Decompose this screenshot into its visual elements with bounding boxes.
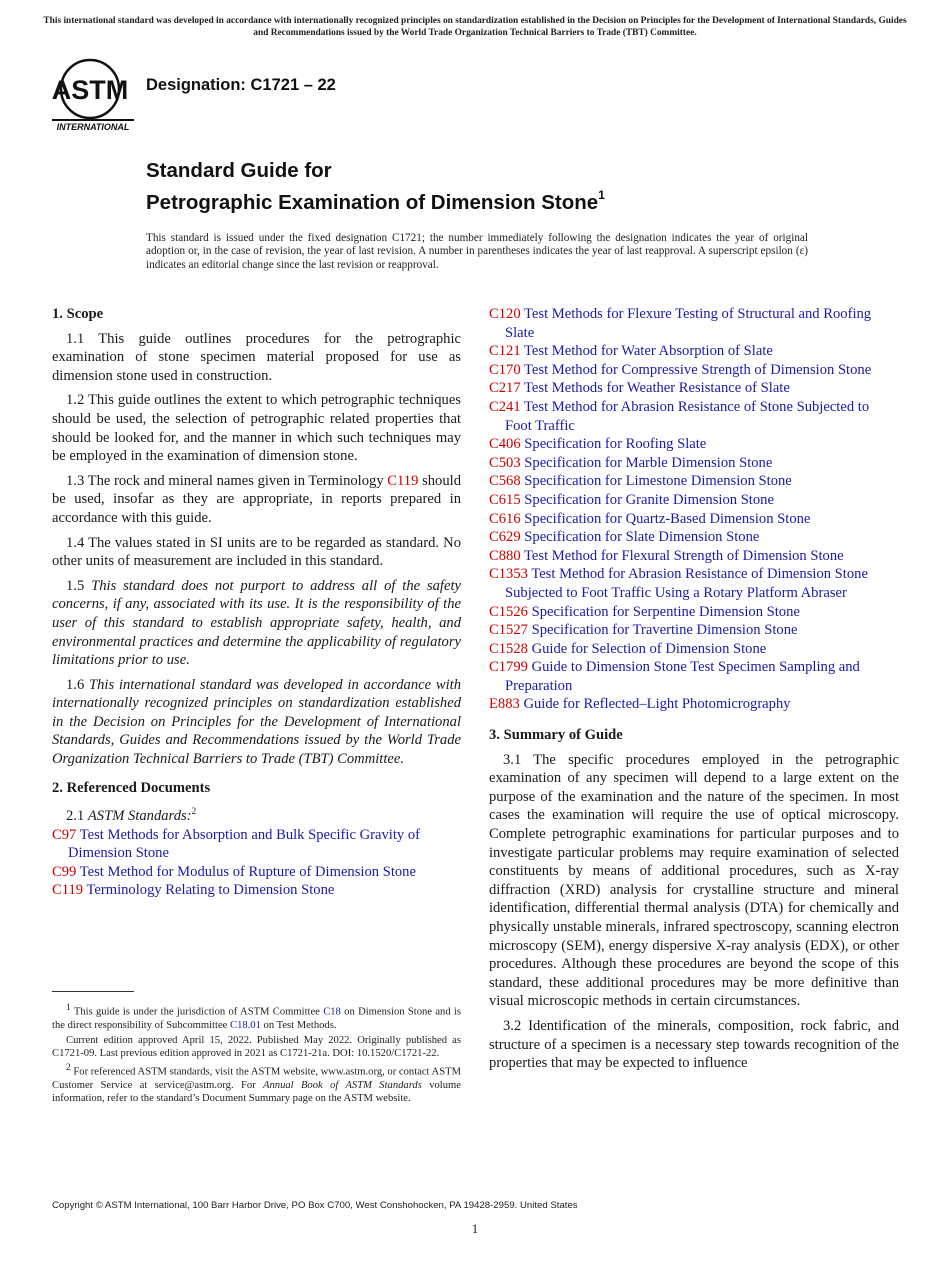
reference-title-link[interactable]: Specification for Limestone Dimension Stone (524, 473, 792, 490)
reference-title-link[interactable]: Test Method for Compressive Strength of Dimension Stone (524, 361, 872, 378)
reference-item (489, 621, 899, 640)
title-main: Petrographic Examination of Dimension Stone (146, 190, 599, 214)
reference-code-link[interactable]: C99 (52, 863, 77, 880)
reference-code-link[interactable]: C119 (52, 882, 84, 899)
reference-item (489, 435, 899, 454)
page-number: 1 (471, 1221, 479, 1236)
summary-3-2: 3.2 Identification of the minerals, composition, rock fabric, and structure of a specimen is a necessary step towards recognition of the properties that may be expected to influence (489, 1017, 899, 1072)
committee-link-C18[interactable]: C18 (323, 1006, 341, 1018)
referenced-heading: 2. Referenced Documents (52, 779, 211, 796)
reference-item (489, 305, 899, 342)
reference-title-link[interactable]: Test Methods for Weather Resistance of Slate (524, 380, 790, 397)
reference-item (489, 379, 899, 398)
reference-item (489, 603, 899, 622)
top-notice: This international standard was developed in accordance with internationally recognized principles on standardization established in the Decision on Principles for the Development of International Standards, Guides and Recommendations issued by the World Trade Organization Technical Barriers to Trade (TBT) Committee. (43, 16, 907, 38)
reference-item (52, 826, 461, 863)
reference-title-link[interactable]: Guide for Selection of Dimension Stone (531, 640, 767, 657)
reference-item (489, 565, 899, 602)
reference-title-link[interactable]: Specification for Slate Dimension Stone (524, 529, 760, 546)
reference-title-link[interactable]: Test Method for Abrasion Resistance of Dimension Stone Subjected to Foot Traffic Using a Rotary Platform Abraser (505, 566, 868, 601)
reference-code-link[interactable]: C217 (489, 380, 521, 397)
reference-code-link[interactable]: C1528 (489, 640, 528, 657)
reference-code-link[interactable]: C503 (489, 454, 521, 471)
reference-item (489, 547, 899, 566)
summary-3-1: 3.1 The specific procedures employed in the petrographic examination of any specimen will depend to a large extent on the purpose of the examination and the nature of the specimen. In most cases the examination will require the use of optical microscopy. Complete petrographic examinations for particular purposes and to investigate particular problems may require examination of selected constituents by means of additional procedures, such as X-ray diffraction (XRD) analysis for crystalline structure and mineral identification, differential thermal analysis (DTA) for chemically and physically unstable minerals, infrared spectroscopy, scanning electron microscopy (SEM), energy dispersive X-ray analysis (EDX), or other procedures. Although these procedures are beyond the scope of this standard, these additional procedures may be more definitive than visual microscopic methods in certain circumstances. (489, 751, 899, 1010)
title-line-2 (146, 184, 605, 216)
reference-item (52, 881, 461, 900)
scope-1-2: 1.2 This guide outlines the extent to which petrographic techniques should be used, the selection of petrographic related properties that should be looked for, and the manner in which such techniques may be employed in the examination of dimension stone. (52, 392, 461, 465)
reference-title-link[interactable]: Specification for Quartz-Based Dimension Stone (524, 510, 811, 527)
reference-code-link[interactable]: C121 (489, 343, 521, 360)
reference-title-link[interactable]: Specification for Roofing Slate (524, 436, 707, 453)
reference-title-link[interactable]: Specification for Travertine Dimension Stone (531, 622, 798, 639)
reference-code-link[interactable]: C120 (489, 306, 521, 322)
reference-title-link[interactable]: Specification for Marble Dimension Stone (524, 454, 773, 471)
reference-title-link[interactable]: Test Methods for Absorption and Bulk Specific Gravity of Dimension Stone (68, 826, 420, 862)
reference-title-link[interactable]: Test Methods for Flexure Testing of Structural and Roofing Slate (505, 306, 872, 341)
reference-code-link[interactable]: C241 (489, 398, 521, 415)
right-reference-list (489, 305, 899, 714)
reference-title-link[interactable]: Test Method for Water Absorption of Slate (524, 343, 773, 360)
reference-code-link[interactable]: E883 (489, 696, 520, 713)
designation: Designation: C1721 – 22 (146, 76, 336, 94)
summary-heading: 3. Summary of Guide (489, 727, 623, 744)
title-footnote-mark: 1 (598, 188, 605, 202)
footnote-1-edition: Current edition approved April 15, 2022. Published May 2022. Originally published as C1721-09. Last previous edition approved in 2021 as C1721-21a. DOI: 10.1520/C1721-22. (52, 1034, 461, 1060)
scope-heading: 1. Scope (52, 306, 104, 322)
reference-code-link[interactable]: C406 (489, 436, 521, 453)
reference-title-link[interactable]: Test Method for Abrasion Resistance of Stone Subjected to Foot Traffic (505, 398, 870, 434)
reference-title-link[interactable]: Terminology Relating to Dimension Stone (86, 882, 335, 899)
document-title (146, 158, 605, 216)
scope-1-3: 1.3 The rock and mineral names given in Terminology C119 should be used, insofar as they are appropriate, in reports prepared in accordance with this guide. (52, 472, 461, 526)
reference-title-link[interactable]: Specification for Serpentine Dimension Stone (531, 603, 800, 620)
astm-logo (52, 58, 134, 132)
reference-item (489, 398, 899, 435)
astm-standards-subhead: 2.1 ASTM Standards:$^2$ (66, 807, 197, 825)
reference-item (489, 510, 899, 529)
reference-code-link[interactable]: C1526 (489, 603, 528, 620)
left-reference-list (52, 826, 461, 900)
reference-code-link[interactable]: C1799 (489, 659, 528, 676)
reference-item (52, 863, 461, 882)
reference-title-link[interactable]: Test Method for Modulus of Rupture of Dimension Stone (79, 863, 416, 880)
reference-code-link[interactable]: C1353 (489, 566, 528, 583)
reference-item (489, 658, 899, 695)
footnote-divider (52, 991, 134, 992)
scope-1-1: 1.1 This guide outlines procedures for the petrographic examination of stone specimen material proposed for use as dimension stone used in construction. (52, 330, 461, 384)
reference-code-link[interactable]: C170 (489, 361, 521, 378)
footnote-1: $^1$ This guide is under the jurisdiction of ASTM Committee C18 on Dimension Stone and is the direct responsibility of Subcommittee C18.01 on Test Methods. (52, 1003, 461, 1031)
reference-title-link[interactable]: Guide for Reflected–Light Photomicrography (523, 696, 791, 713)
right-column (489, 305, 899, 1079)
footnote-2: $^2$ For referenced ASTM standards, visit the ASTM website, www.astm.org, or contact ASTM Customer Service at service@astm.org. For Annual Book of ASTM Standards volume information, refer to the standard’s Document Summary page on the ASTM website. (52, 1063, 461, 1105)
reference-item (489, 472, 899, 491)
reference-item (489, 695, 899, 714)
scope-1-5: 1.5 This standard does not purport to address all of the safety concerns, if any, associated with its use. It is the responsibility of the user of this standard to establish appropriate safety, health, and environmental practices and determine the applicability of regulatory limitations prior to use. (52, 577, 461, 669)
copyright: Copyright © ASTM International, 100 Barr Harbor Drive, PO Box C700, West Conshohocken, PA 19428-2959. United States (52, 1200, 578, 1211)
logo-text: ASTM (52, 75, 129, 105)
reference-item (489, 528, 899, 547)
reference-item (489, 454, 899, 473)
issue-note: This standard is issued under the fixed designation C1721; the number immediately following the designation indicates the year of original adoption or, in the case of revision, the year of last revision. A number in parentheses indicates the year of last reapproval. A superscript epsilon (ε) indicates an editorial change since the last revision or reapproval. (146, 232, 808, 271)
reference-code-link[interactable]: C1527 (489, 622, 528, 639)
reference-item (489, 640, 899, 659)
reference-code-link[interactable]: C880 (489, 547, 521, 564)
subcommittee-link-C18-01[interactable]: C18.01 (230, 1019, 261, 1031)
footnotes (52, 1002, 461, 1107)
reference-code-link[interactable]: C629 (489, 529, 521, 546)
logo-rule (52, 119, 134, 121)
reference-title-link[interactable]: Test Method for Flexural Strength of Dimension Stone (524, 547, 844, 564)
reference-code-link[interactable]: C616 (489, 510, 521, 527)
title-line-1: Standard Guide for (146, 159, 332, 182)
reference-code-link[interactable]: C97 (52, 826, 77, 843)
reference-code-link[interactable]: C568 (489, 473, 521, 490)
logo-subtext: INTERNATIONAL (56, 122, 130, 132)
reference-item (489, 491, 899, 510)
left-column (52, 305, 461, 900)
scope-1-4: 1.4 The values stated in SI units are to be regarded as standard. No other units of measurement are included in this standard. (52, 534, 461, 570)
reference-title-link[interactable]: Specification for Granite Dimension Stone (524, 491, 774, 508)
scope-1-6: 1.6 This international standard was developed in accordance with internationally recognized principles on standardization established in the Decision on Principles for the Development of International Standards, Guides and Recommendations issued by the World Trade Organization Technical Barriers to Trade (TBT) Committee. (52, 676, 462, 768)
reference-item (489, 361, 899, 380)
reference-code-link[interactable]: C615 (489, 491, 521, 508)
reference-title-link[interactable]: Guide to Dimension Stone Test Specimen Sampling and Preparation (505, 659, 860, 694)
ref-link-C119[interactable]: C119 (387, 472, 419, 489)
reference-item (489, 342, 899, 361)
